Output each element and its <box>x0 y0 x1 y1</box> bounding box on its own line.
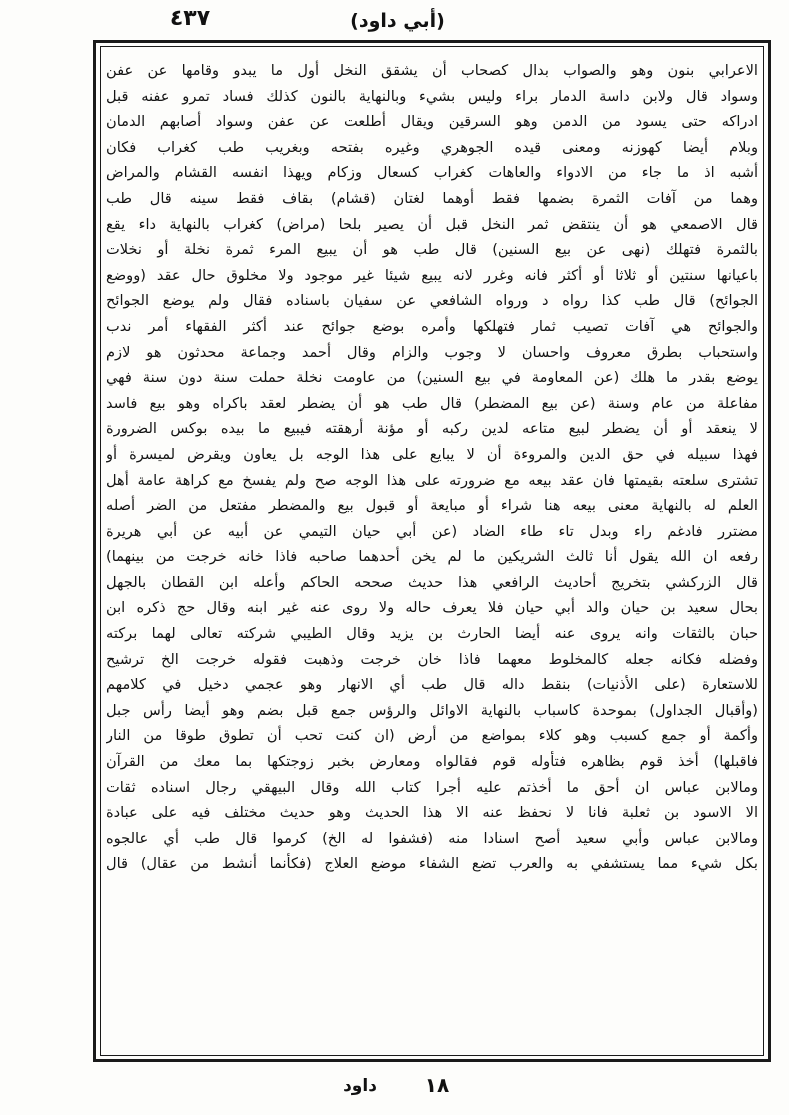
text-line: يوضع بقدر ما هلك (عن المعاومة في بيع السنين) من عاومت نخلة حملت سنة دون سنة فهي <box>106 369 758 387</box>
text-line: وبلام أيضا كهوزنه ومعنى قيده الجوهري وغيره بفتحه وبغريب طب كغراب فكان <box>106 138 758 156</box>
text-line: والجوائح هي آفات تصيب ثمار فتهلكها وأمره بوضع جوائح عند أكثر الفقهاء أمر ندب <box>106 317 758 335</box>
text-line: (وأقبال الجداول) بموحدة كاسباب بالنهاية الاوائل والرؤس جمع قبل بضم وهو أيضا رأس جبل <box>106 701 758 719</box>
text-line: وفضله فكانه جعله كالمخلوط معهما فاذا خان خرجت وذهبت فقوله خرجت الخ ترشيح <box>106 650 758 668</box>
text-line: واستحباب بطرق معروف واحسان لا وجوب والزام وقال أحمد وجماعة محدثون هو لازم <box>106 343 758 361</box>
text-line: مضترر فادغم راء وبدل تاء طاء الضاد (عن أبي حيان التيمي عن أبيه عن أبي هريرة <box>106 522 758 540</box>
text-line: الاعرابي بنون وهو والصواب بدال كصحاب أن يشقق النخل أول ما يبدو وقامها عن عفن <box>106 62 758 79</box>
text-line: قال الزركشي بتخريج أحاديث الرافعي هذا حديث صححه الحاكم وأعله ابن القطان بالجهل <box>106 573 758 591</box>
text-line: حبان بالثقات وانه يروى عنه أيضا الحارث بن يزيد وقال الطيبي شركته تعالى لهما بركته <box>106 625 758 643</box>
text-line: ادراكه حتى يسود من الدمن وهو السرقين ويقال أطلعت عن عفن وسواد أصابهم الدمان <box>106 113 758 131</box>
running-header-title: (أبي داود) <box>350 10 445 32</box>
main-text-block <box>106 58 758 1048</box>
text-line: الجوائح) قال طب كذا رواه د ورواه الشافعي عن سفيان باسناده فقال ولم يوضع الجوائح <box>106 292 758 310</box>
text-line: لا ينعقد أو أن يضطر لبيع متاعه لدين ركبه أو مؤنة أرهقته فيبيع ما بيده بوكس الضرورة <box>106 420 758 438</box>
text-line: مفاعلة من عام وسنة (عن بيع المضطر) قال طب هو أن يضطر لعقد باكراه وهو بيع فاسد <box>106 394 758 412</box>
text-line: بحال سعيد بن حيان والد أبي حيان فلا يعرف حاله ولا روى عنه غير ابنه وقال حج ذكره ابن <box>106 599 758 617</box>
text-line: وهما من آفات الثمرة بضمها فقط أوهما لغتان (قشام) بقاف فقط سينه قال طب <box>106 189 758 207</box>
text-line: بالثمرة فتهلك (نهى عن بيع السنين) قال طب هو أن يبيع المرء ثمرة نخلة أو نخلات <box>106 241 758 259</box>
text-line: تشترى سلعته بقيمتها فان عقد بيعه مع ضرورته على هذا الوجه صح ولم يفسخ مع كراهة عامة أهل <box>106 471 758 489</box>
text-line: وأكمة أو جمع كسبب وهو كلاء بمواضع من أرض (ان كنت تحب أن تطوق طوقا من النار <box>106 727 758 745</box>
text-line: وسواد قال ولابن داسة الدمار براء وليس بشيء وبالنهاية بالنون كذلك فساد تمرو عفنه قبل <box>106 87 758 105</box>
text-line: ومالابن عباس وأبي سعيد أصح اسنادا منه (فشفوا له الخ) كرموا قال طب أي عالجوه <box>106 829 758 847</box>
footer-title: داود <box>343 1076 377 1096</box>
text-line: فهذا سبيله في حق الدين والمروءة أن لا يبايع على هذا الوجه بل يعاون ويقرض لميسرة أو <box>106 445 758 463</box>
text-line: رفعه ان الله يقول أنا ثالث الشريكين ما لم يخن أحدهما صاحبه فاذا خانه خرجت من بينهما) <box>106 548 758 566</box>
text-line: للاستعارة (على الأذنيات) بنقط داله قال طب أي الانهار وهو عجمي دخيل في كلامهم <box>106 676 758 694</box>
text-line: أشبه اذ ما جاء من الادواء والعاهات كغراب كسعال وزكام ويهذا انفسه القشام والمراض <box>106 164 758 182</box>
text-line: ومالابن عباس ان أحق ما أخذتم عليه أجرا كتاب الله وقال البيهقي رجال اسناده ثقات <box>106 778 758 796</box>
text-line: فاقبلها) أخذ قوم بظاهره فتأوله قوم فقالواه ومعارض بخبر زوجتكها بما معك من القرآن <box>106 753 758 771</box>
text-line: قال الاصمعي هو أن ينتقض ثمر النخل قبل أن يصير بلحا (مراض) كغراب بالنهاية داء يقع <box>106 215 758 233</box>
text-line: الا الاسود بن ثعلبة فانا لا نحفظ عنه الا هذا الحديث وهو حديث مختلف فيه على عبادة <box>106 804 758 822</box>
page-number: ٤٣٧ <box>169 6 211 31</box>
text-line: بكل شيء مما يستشفي به والعرب تضع الشفاء موضع العلاج (فكأنما أنشط من عقال) قال <box>106 855 758 873</box>
text-line: العلم له بالنهاية معنى بيعه هنا شراء أو مبايعة أو قبول بيع والمضطر مفتعل من الضر أصله <box>106 497 758 515</box>
signature-number: ١٨ <box>424 1073 450 1097</box>
text-line: باعيانها سنتين أو ثلاثا أو أكثر فانه وغرر لانه يبيع شيئا غير موجود ولا مخلوق حال عقد (ووضع <box>106 266 758 284</box>
